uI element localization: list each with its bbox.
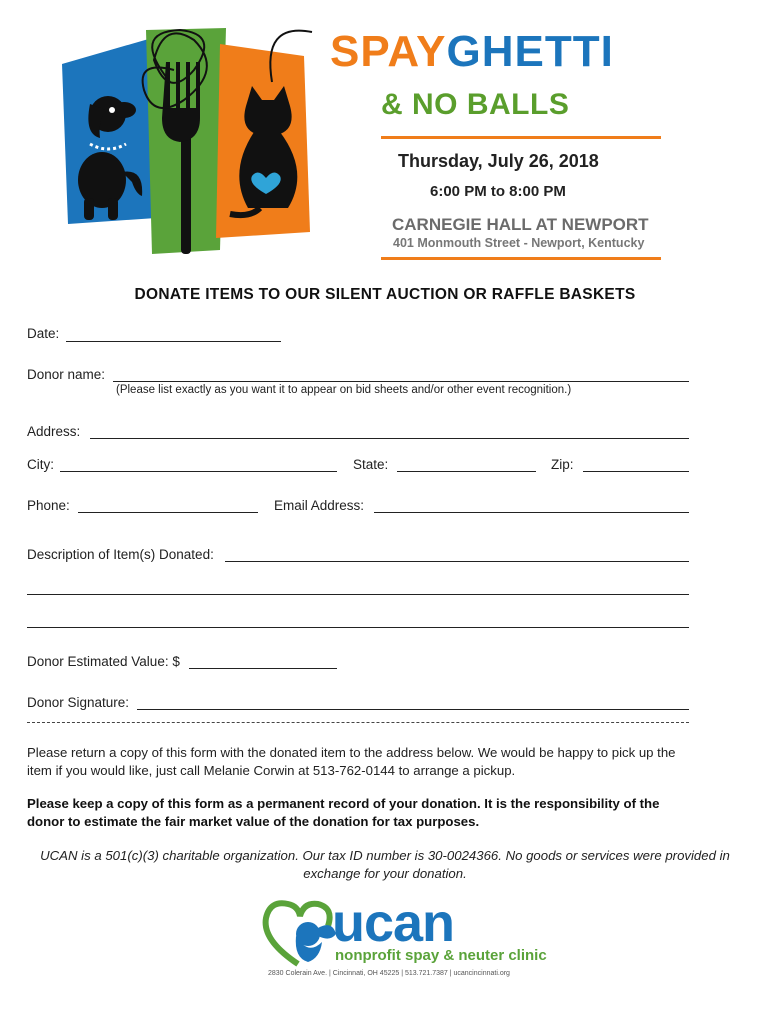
signature-label: Donor Signature: xyxy=(27,695,130,710)
state-label: State: xyxy=(353,457,389,472)
event-subtitle: & NO BALLS xyxy=(381,88,570,121)
address-label: Address: xyxy=(27,424,81,439)
event-artwork xyxy=(60,22,320,262)
city-field[interactable] xyxy=(60,471,337,472)
event-title-spay: SPAY xyxy=(330,27,447,76)
event-date: Thursday, July 26, 2018 xyxy=(398,151,599,171)
event-title-ghetti: GHETTI xyxy=(446,27,614,76)
zip-field[interactable] xyxy=(583,471,689,472)
donor-name-note: (Please list exactly as you want it to appear on bid sheets and/or other event recognition.) xyxy=(116,384,572,396)
estimated-value-label: Donor Estimated Value: $ xyxy=(27,654,180,669)
address-field[interactable] xyxy=(90,438,689,439)
phone-field[interactable] xyxy=(78,512,258,513)
phone-label: Phone: xyxy=(27,498,70,513)
description-field-line-3[interactable] xyxy=(27,627,689,628)
tax-statement: UCAN is a 501(c)(3) charitable organization. Our tax ID number is 30-0024366. No goods or services were provided in exchange for your donation. xyxy=(40,848,730,881)
zip-label: Zip: xyxy=(551,457,574,472)
signature-field[interactable] xyxy=(137,709,689,710)
description-field-line-2[interactable] xyxy=(27,594,689,595)
estimated-value-field[interactable] xyxy=(189,668,337,669)
state-field[interactable] xyxy=(397,471,536,472)
ucan-logo-tagline: nonprofit spay & neuter clinic xyxy=(335,947,547,964)
event-title xyxy=(330,27,614,76)
form-heading: DONATE ITEMS TO OUR SILENT AUCTION OR RAFFLE BASKETS xyxy=(134,286,636,303)
cut-line xyxy=(27,722,689,723)
date-label: Date: xyxy=(27,326,60,341)
ucan-logo-wordmark: ucan xyxy=(332,893,455,953)
email-label: Email Address: xyxy=(274,498,365,513)
city-label: City: xyxy=(27,457,54,472)
ucan-contact: 2830 Colerain Ave. | Cincinnati, OH 45225 | 513.721.7387 | ucancincinnati.org xyxy=(268,970,510,977)
keep-copy-notice: Please keep a copy of this form as a permanent record of your donation. It is the responsibility of the donor to estimate the fair market value of the donation for tax purposes. xyxy=(27,796,660,829)
header-divider-top xyxy=(381,136,661,139)
event-address: 401 Monmouth Street - Newport, Kentucky xyxy=(393,236,645,250)
return-instructions: Please return a copy of this form with the donated item to the address below. We would be happy to pick up the item if you would like, just call Melanie Corwin at 513-762-0144 to arrange a pickup. xyxy=(27,745,676,778)
donor-name-label: Donor name: xyxy=(27,367,106,382)
description-field-line-1[interactable] xyxy=(225,561,689,562)
date-field[interactable] xyxy=(66,341,281,342)
description-label: Description of Item(s) Donated: xyxy=(27,547,214,562)
email-field[interactable] xyxy=(374,512,689,513)
event-venue: CARNEGIE HALL AT NEWPORT xyxy=(392,215,649,234)
event-time: 6:00 PM to 8:00 PM xyxy=(430,183,566,200)
header-divider-bottom xyxy=(381,257,661,260)
donor-name-field[interactable] xyxy=(113,381,689,382)
